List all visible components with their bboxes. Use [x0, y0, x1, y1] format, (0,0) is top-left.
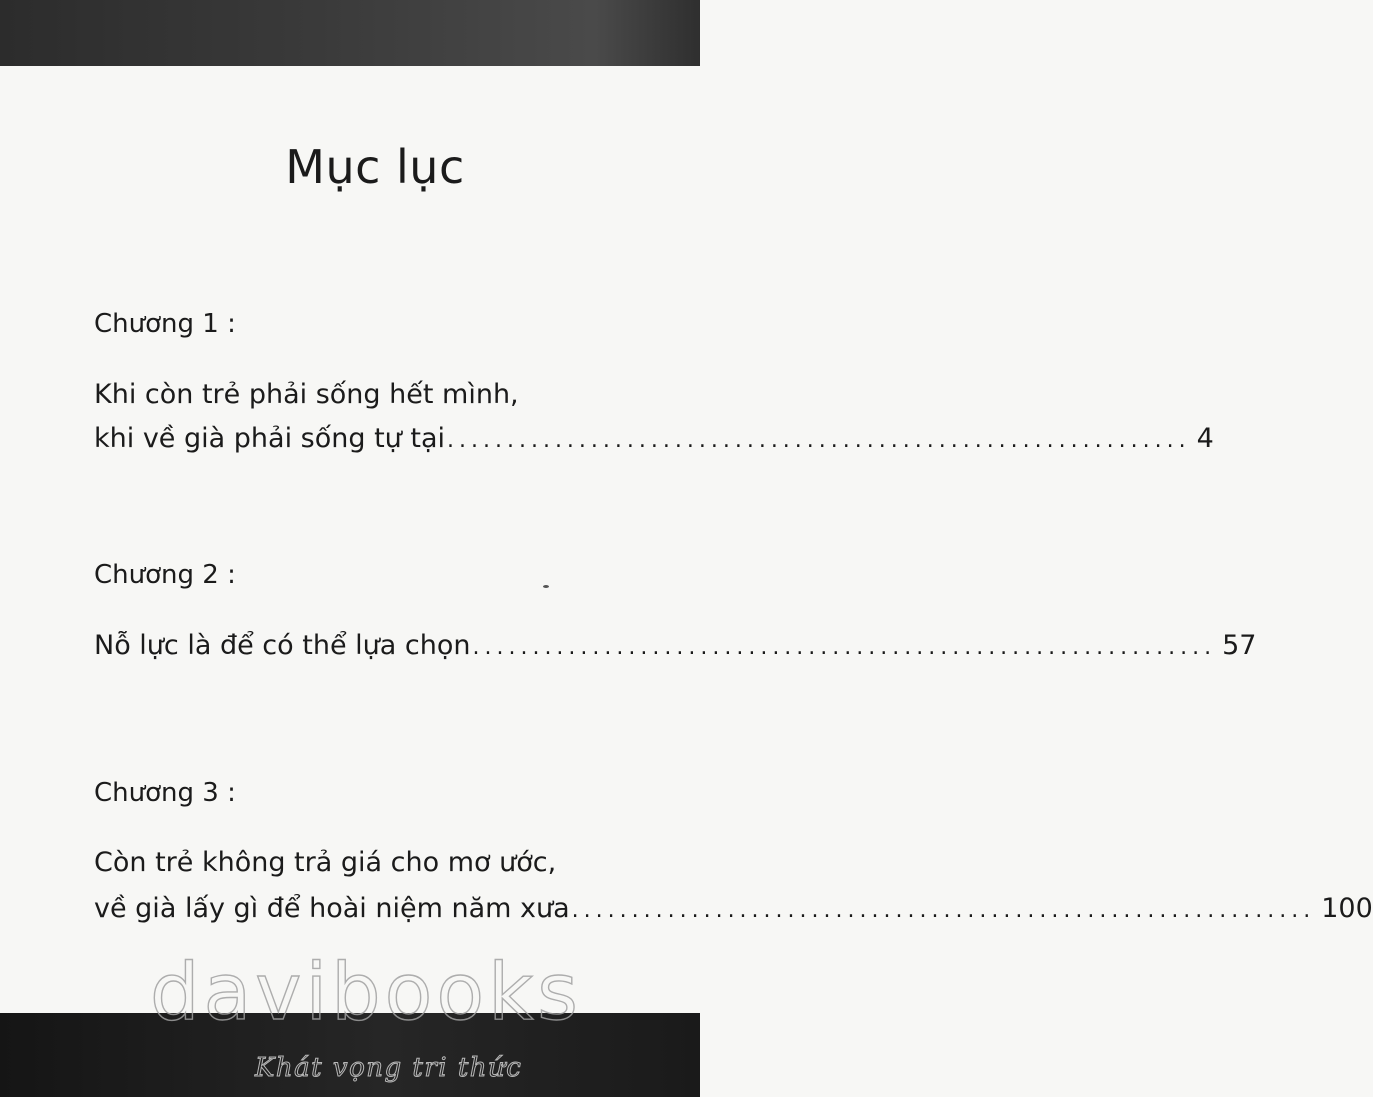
chapter-3-label: Chương 3 :	[94, 778, 236, 808]
chapter-1-entry[interactable]	[94, 421, 1214, 459]
chapter-1-page-number: 4	[1196, 423, 1214, 454]
watermark-slogan-text: Khát vọng tri thức	[255, 1053, 523, 1083]
chapter-1-title-line-1	[94, 377, 650, 413]
watermark-brand-text: davibooks	[150, 948, 582, 1038]
page-title: Mục lục	[285, 140, 465, 194]
print-speck	[543, 585, 549, 588]
chapter-1-title-text-1: Khi còn trẻ phải sống hết mình,	[94, 379, 519, 410]
chapter-2-title-text-1: Nỗ lực là để có thể lựa chọn	[94, 630, 471, 661]
chapter-1-label: Chương 1 :	[94, 309, 236, 339]
chapter-2-label: Chương 2 :	[94, 560, 236, 590]
leader-dots: ..............................................................	[472, 635, 1217, 660]
leader-dots: ..............................................................	[447, 428, 1191, 453]
leader-dots: ..............................................................	[571, 898, 1316, 923]
chapter-1-title-text-2: khi về già phải sống tự tại	[94, 423, 445, 454]
chapter-3-page-number: 100	[1321, 893, 1373, 924]
chapter-3-entry[interactable]	[94, 891, 1373, 929]
top-dark-band	[0, 0, 700, 66]
chapter-2-entry[interactable]	[94, 628, 1257, 666]
chapter-2-page-number: 57	[1222, 630, 1257, 661]
chapter-3-title-text-1: Còn trẻ không trả giá cho mơ ước,	[94, 847, 557, 878]
chapter-3-title-line-1	[94, 845, 650, 881]
chapter-3-title-text-2: về già lấy gì để hoài niệm năm xưa	[94, 893, 570, 924]
